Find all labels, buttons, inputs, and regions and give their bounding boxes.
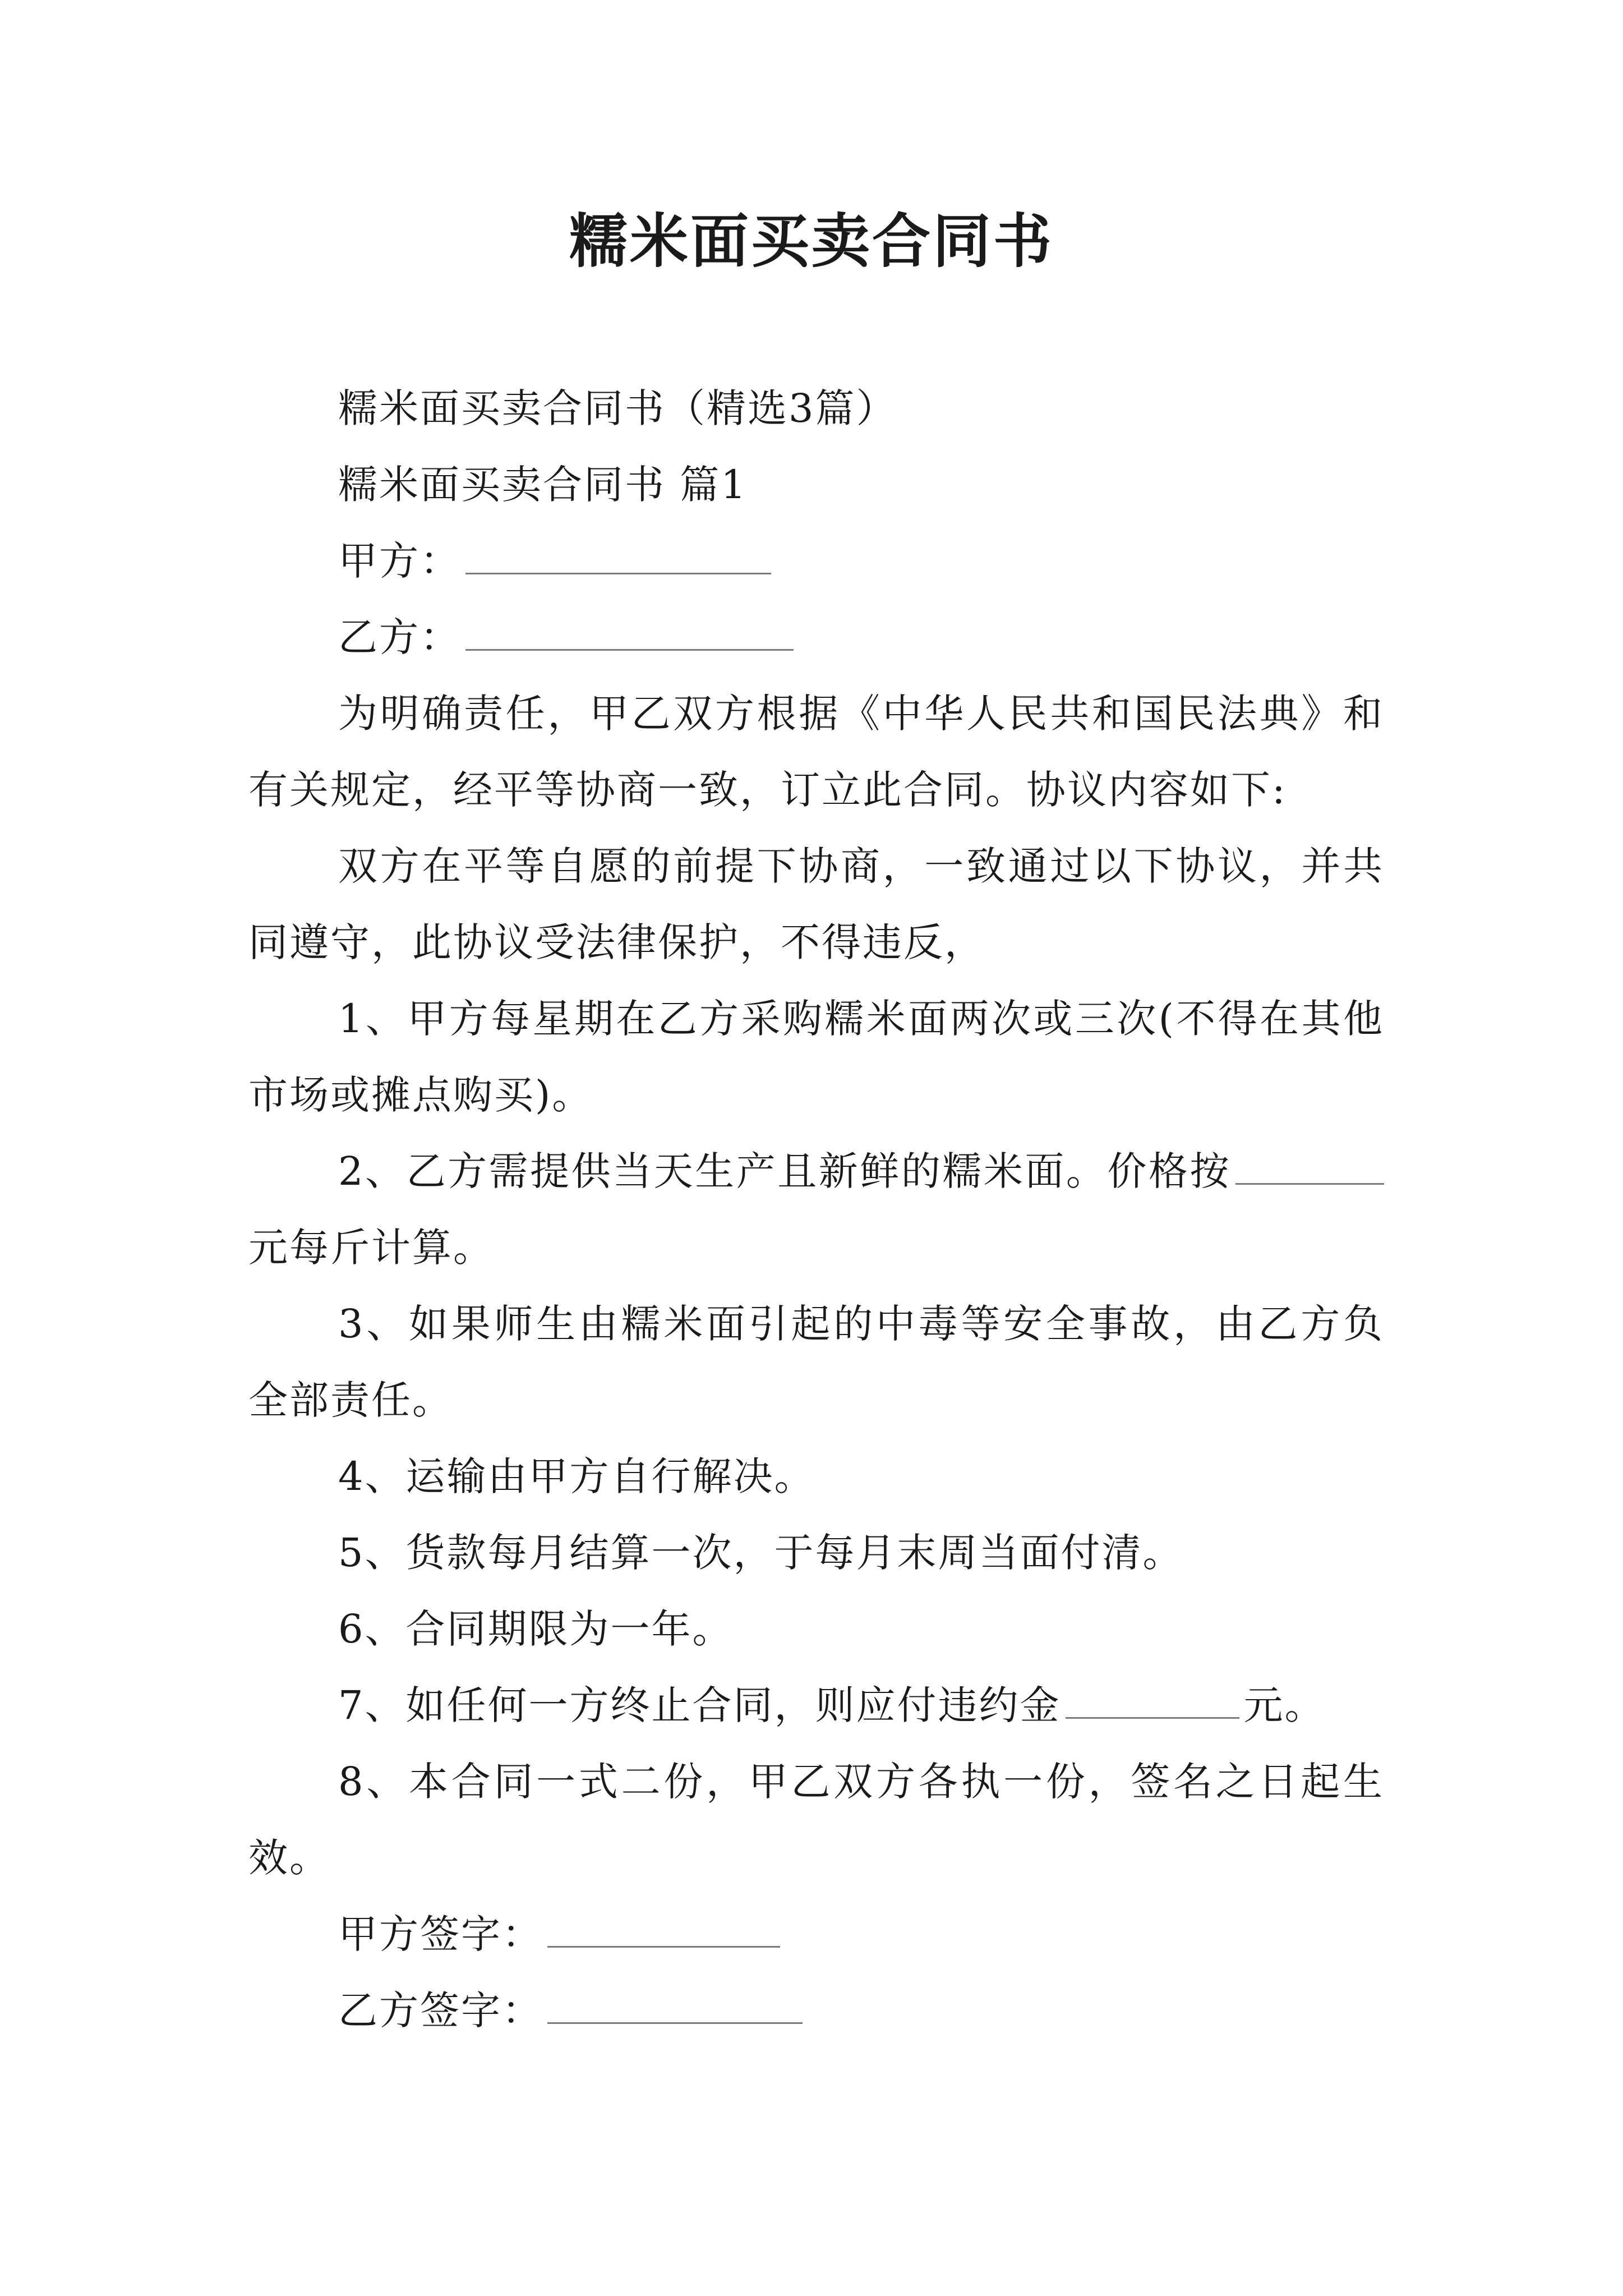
clause-5: 5、货款每月结算一次，于每月末周当面付清。: [338, 1530, 1184, 1576]
agreement-paragraph: 双方在平等自愿的前提下协商，一致通过以下协议，并共同遵守，此协议受法律保护，不得违反，: [248, 843, 1384, 965]
clause-4: 4、运输由甲方自行解决。: [338, 1453, 815, 1499]
intro-paragraph: 为明确责任，甲乙双方根据《中华人民共和国民法典》和有关规定，经平等协商一致，订立此合同。协议内容如下:: [248, 691, 1384, 813]
party-b-line: [248, 599, 1384, 675]
clause-2: 2、乙方需提供当天生产且新鲜的糯米面。价格按元每斤计算。: [248, 1133, 1384, 1286]
sign-a-blank[interactable]: [547, 1918, 780, 1948]
section-heading: 糯米面买卖合同书 篇1: [338, 462, 748, 508]
document-body: [248, 370, 1384, 2049]
price-blank[interactable]: [1235, 1155, 1384, 1185]
sign-a-label: 甲方签字：: [338, 1911, 543, 1957]
party-b-label: 乙方：: [338, 614, 461, 660]
party-a-label: 甲方：: [338, 538, 461, 584]
subtitle: 糯米面买卖合同书（精选3篇）: [338, 385, 897, 431]
clause-7: 7、如任何一方终止合同，则应付违约金 元。: [338, 1682, 1326, 1728]
sign-b-blank[interactable]: [547, 1994, 803, 2024]
party-a-line: [248, 523, 1384, 599]
penalty-blank[interactable]: [1066, 1689, 1239, 1719]
sign-b-line: [248, 1972, 1384, 2049]
clause-3: 3、如果师生由糯米面引起的中毒等安全事故，由乙方负全部责任。: [248, 1301, 1384, 1423]
sign-b-label: 乙方签字：: [338, 1987, 543, 2033]
party-a-blank[interactable]: [465, 545, 771, 574]
clause-6: 6、合同期限为一年。: [338, 1606, 734, 1652]
party-b-blank[interactable]: [465, 621, 794, 651]
clause-1: 1、甲方每星期在乙方采购糯米面两次或三次(不得在其他市场或摊点购买)。: [248, 996, 1384, 1118]
sign-a-line: [248, 1896, 1384, 1972]
clause-8: 8、本合同一式二份，甲乙双方各执一份，签名之日起生效。: [248, 1759, 1384, 1881]
document-title: 糯米面买卖合同书: [569, 206, 1054, 275]
